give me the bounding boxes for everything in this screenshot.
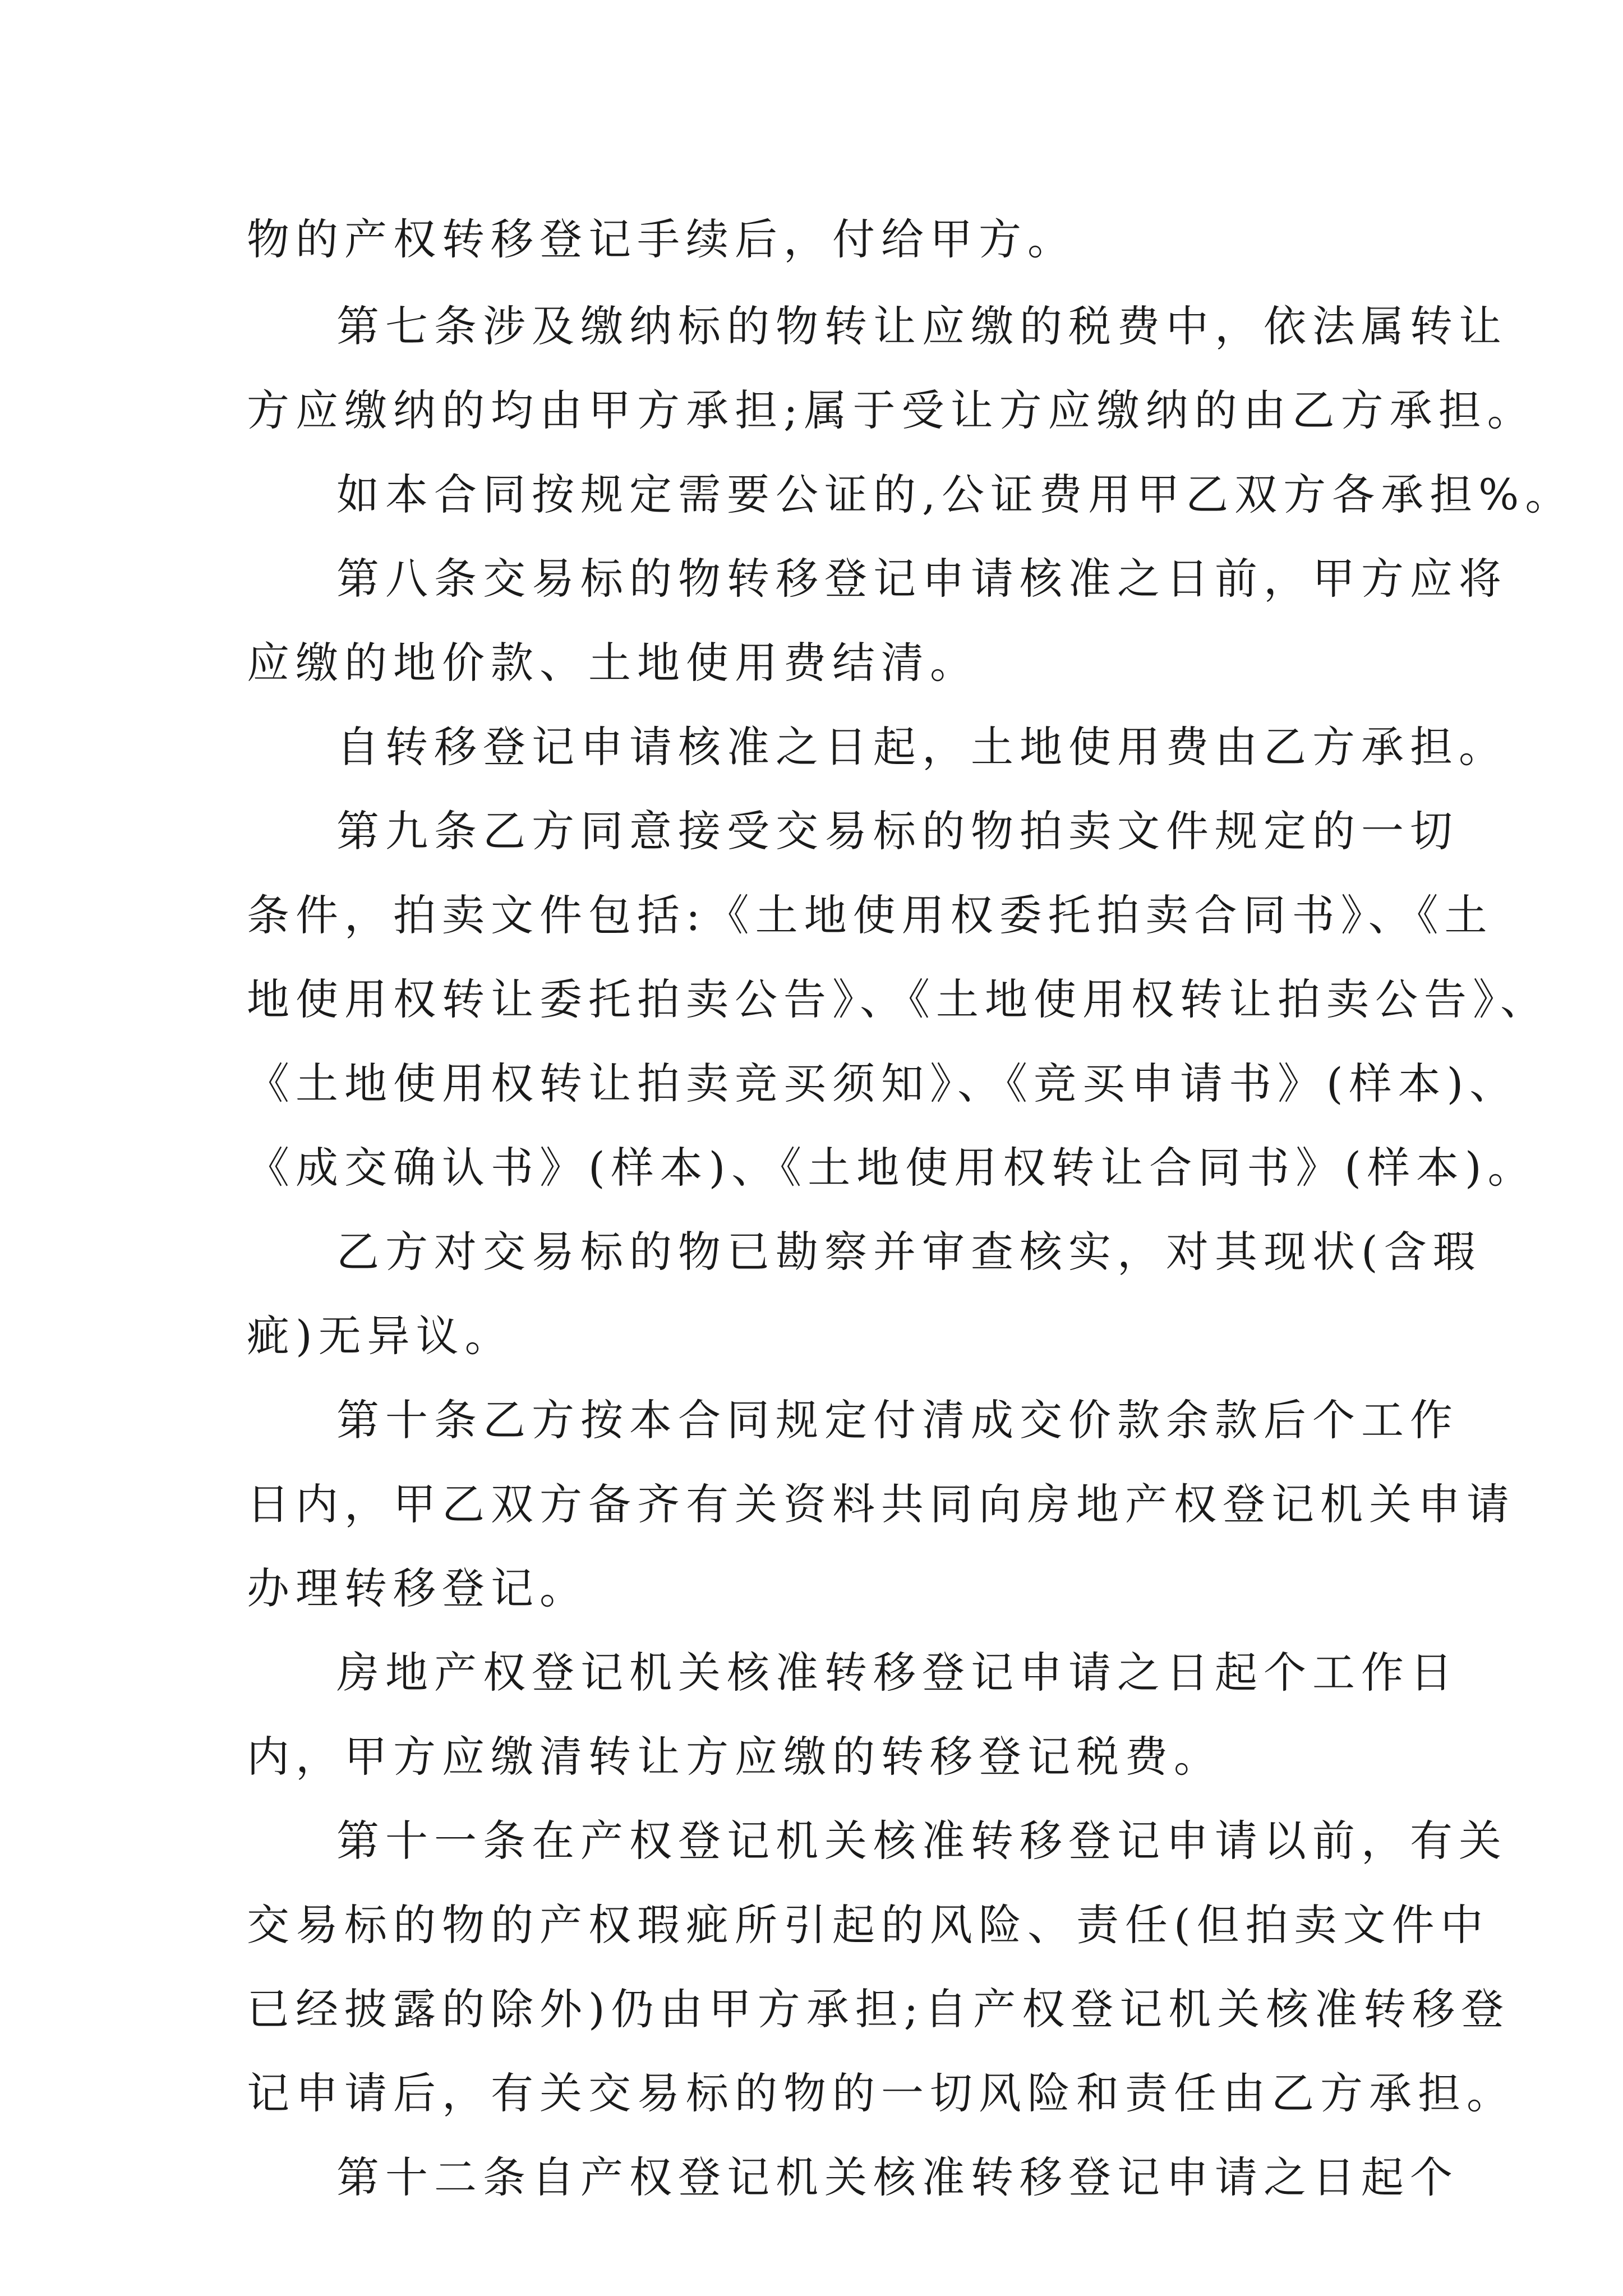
text-line: 疵)无异议。 — [247, 1311, 514, 1361]
text-line: 条件，拍卖文件包括:《土地使用权委托拍卖合同书》、《土 — [247, 890, 1493, 940]
text-line: 已经披露的除外)仍由甲方承担;自产权登记机关核准转移登 — [247, 1984, 1510, 2034]
text-line: 办理转移登记。 — [247, 1563, 588, 1613]
text-line: 第十二条自产权登记机关核准转移登记申请之日起个 — [336, 2152, 1459, 2202]
text-line: 第七条涉及缴纳标的物转让应缴的税费中，依法属转让 — [336, 301, 1507, 351]
text-line: 自转移登记申请核准之日起，土地使用费由乙方承担。 — [336, 722, 1507, 772]
text-line: 记申请后，有关交易标的物的一切风险和责任由乙方承担。 — [247, 2068, 1515, 2118]
text-line: 第十一条在产权登记机关核准转移登记申请以前，有关 — [336, 1816, 1507, 1866]
text-line: 应缴的地价款、土地使用费结清。 — [247, 638, 979, 688]
text-line: 房地产权登记机关核准转移登记申请之日起个工作日 — [336, 1648, 1459, 1697]
text-line: 交易标的物的产权瑕疵所引起的风险、责任(但拍卖文件中 — [247, 1900, 1490, 1950]
text-line: 物的产权转移登记手续后，付给甲方。 — [247, 214, 1076, 264]
text-line: 第十条乙方按本合同规定付清成交价款余款后个工作 — [336, 1395, 1459, 1445]
text-line: 《土地使用权转让拍卖竞买须知》、《竞买申请书》(样本)、 — [247, 1059, 1519, 1108]
text-line: 如本合同按规定需要公证的,公证费用甲乙双方各承担%。 — [336, 470, 1574, 519]
text-line: 第八条交易标的物转移登记申请核准之日前，甲方应将 — [336, 554, 1507, 604]
text-line: 第九条乙方同意接受交易标的物拍卖文件规定的一切 — [336, 806, 1459, 856]
text-line: 地使用权转让委托拍卖公告》、《土地使用权转让拍卖公告》、 — [247, 974, 1549, 1024]
text-line: 乙方对交易标的物已勘察并审查核实，对其现状(含瑕 — [336, 1227, 1482, 1277]
text-line: 《成交确认书》(样本)、《土地使用权转让合同书》(样本)。 — [247, 1143, 1537, 1193]
text-line: 方应缴纳的均由甲方承担;属于受让方应缴纳的由乙方承担。 — [247, 385, 1536, 435]
text-line: 日内，甲乙双方备齐有关资料共同向房地产权登记机关申请 — [247, 1479, 1515, 1529]
text-line: 内，甲方应缴清转让方应缴的转移登记税费。 — [247, 1732, 1223, 1782]
